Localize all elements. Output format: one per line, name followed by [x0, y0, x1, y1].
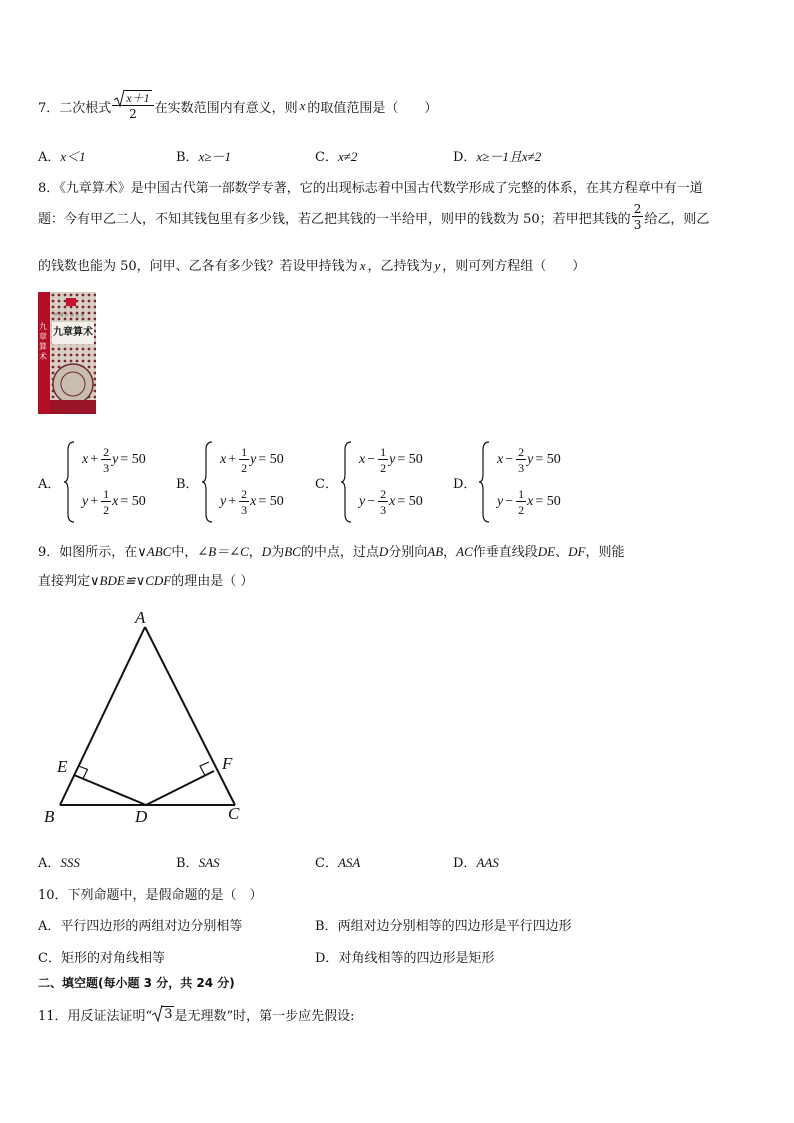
- q10-stem: 10．下列命题中，是假命题的是（ ）: [38, 888, 263, 903]
- segment-df: [146, 771, 214, 805]
- q8-option-d-system[interactable]: x − $\frac{2}{3}$ y = 50 y − $\frac{1}{2}$ x = 50: [479, 440, 599, 520]
- q7-option-c[interactable]: C．x≠2: [315, 149, 358, 165]
- label-f: F: [222, 754, 233, 773]
- q7-var: x: [299, 98, 306, 113]
- q7-radicand: x＋1: [126, 91, 150, 105]
- q7-sqrt: [114, 92, 151, 104]
- book-title: 九章算术: [53, 327, 93, 338]
- q11-sqrt: 3: [152, 1007, 174, 1022]
- q8-line3: 的钱数也能为 50，问甲、乙各有多少钱？若设甲持钱为 x ，乙持钱为 y ，则可列方程组（ ）: [38, 258, 586, 274]
- q7-suffix-a: 在实数范围内有意义，则: [154, 100, 298, 116]
- label-b: B: [44, 807, 55, 826]
- q9-line2: 直接判定∨BDE≌∨CDF的理由是（ ）: [38, 573, 254, 589]
- q10-option-d[interactable]: D．对角线相等的四边形是矩形: [315, 951, 495, 966]
- label-e: E: [57, 757, 68, 776]
- label-a: A: [135, 608, 146, 627]
- book-side-title: 九章算术: [39, 322, 47, 361]
- q9-option-c[interactable]: C．ASA: [315, 855, 361, 871]
- q7-option-a[interactable]: A．x＜1: [38, 149, 86, 165]
- triangle-diagram: [38, 605, 258, 835]
- q7-stem: [38, 92, 437, 120]
- q8-option-a-system[interactable]: x + $\frac{2}{3}$ y = 50 y + $\frac{1}{2}$ x = 50: [64, 440, 184, 520]
- q7-fraction: [112, 92, 153, 120]
- q8-option-c-system[interactable]: x − $\frac{1}{2}$ y = 50 y − $\frac{2}{3}$ x = 50: [341, 440, 461, 520]
- q9-option-d[interactable]: D．AAS: [453, 855, 499, 871]
- q10-option-c[interactable]: C．矩形的对角线相等: [38, 951, 165, 966]
- q8-option-b-system[interactable]: x + $\frac{1}{2}$ y = 50 y + $\frac{2}{3}$ x = 50: [202, 440, 322, 520]
- q11-stem: 11．用反证法证明“ 3 是无理数”时，第一步应先假设:: [38, 1007, 355, 1024]
- q8-option-d-label[interactable]: D．: [453, 477, 477, 492]
- q10-option-a[interactable]: A．平行四边形的两组对边分别相等: [38, 919, 243, 934]
- q9-option-a[interactable]: A．SSS: [38, 855, 80, 871]
- q7-denominator: 2: [129, 107, 137, 121]
- q7-option-b[interactable]: B．x≥－1: [176, 149, 231, 165]
- side-ab: [60, 627, 145, 805]
- q8-line2: 题：今有甲乙二人，不知其钱包里有多少钱，若乙把其钱的一半给甲，则甲的钱数为 50；若甲把其钱的 $\frac{2}{3}$ 给乙，则乙: [38, 202, 710, 232]
- q8-line1: 8．《九章算术》是中国古代第一部数学专著，它的出现标志着中国古代数学形成了完整的体系，在其方程章中有一道: [38, 181, 703, 196]
- side-ac: [145, 627, 235, 805]
- q7-option-d[interactable]: D．x≥－1且x≠2: [453, 149, 542, 165]
- q8-option-c-label[interactable]: C．: [315, 477, 338, 492]
- q8-option-a-label[interactable]: A．: [38, 477, 61, 492]
- q8-fraction: $\frac{2}{3}$: [633, 202, 642, 232]
- q7-suffix-b: 的取值范围是（ ）: [307, 100, 438, 116]
- q9-option-b[interactable]: B．SAS: [176, 855, 220, 871]
- label-d: D: [135, 807, 148, 826]
- q8-option-b-label[interactable]: B．: [176, 477, 199, 492]
- q7-prefix: 7．二次根式: [38, 100, 112, 116]
- segment-de: [74, 775, 146, 805]
- book-top-text: 中 国 古 典 名 著: [54, 312, 85, 317]
- label-c: C: [228, 804, 240, 823]
- book-cover-image: [38, 292, 96, 414]
- q9-line1: 9．如图所示，在∨ABC中，∠B＝∠C，D为BC的中点，过点D分别向AB，AC作垂直线段DE、DF，则能: [38, 544, 625, 560]
- q10-option-b[interactable]: B．两组对边分别相等的四边形是平行四边形: [315, 919, 572, 934]
- section-heading: 二、填空题(每小题 3 分，共 24 分): [38, 976, 235, 990]
